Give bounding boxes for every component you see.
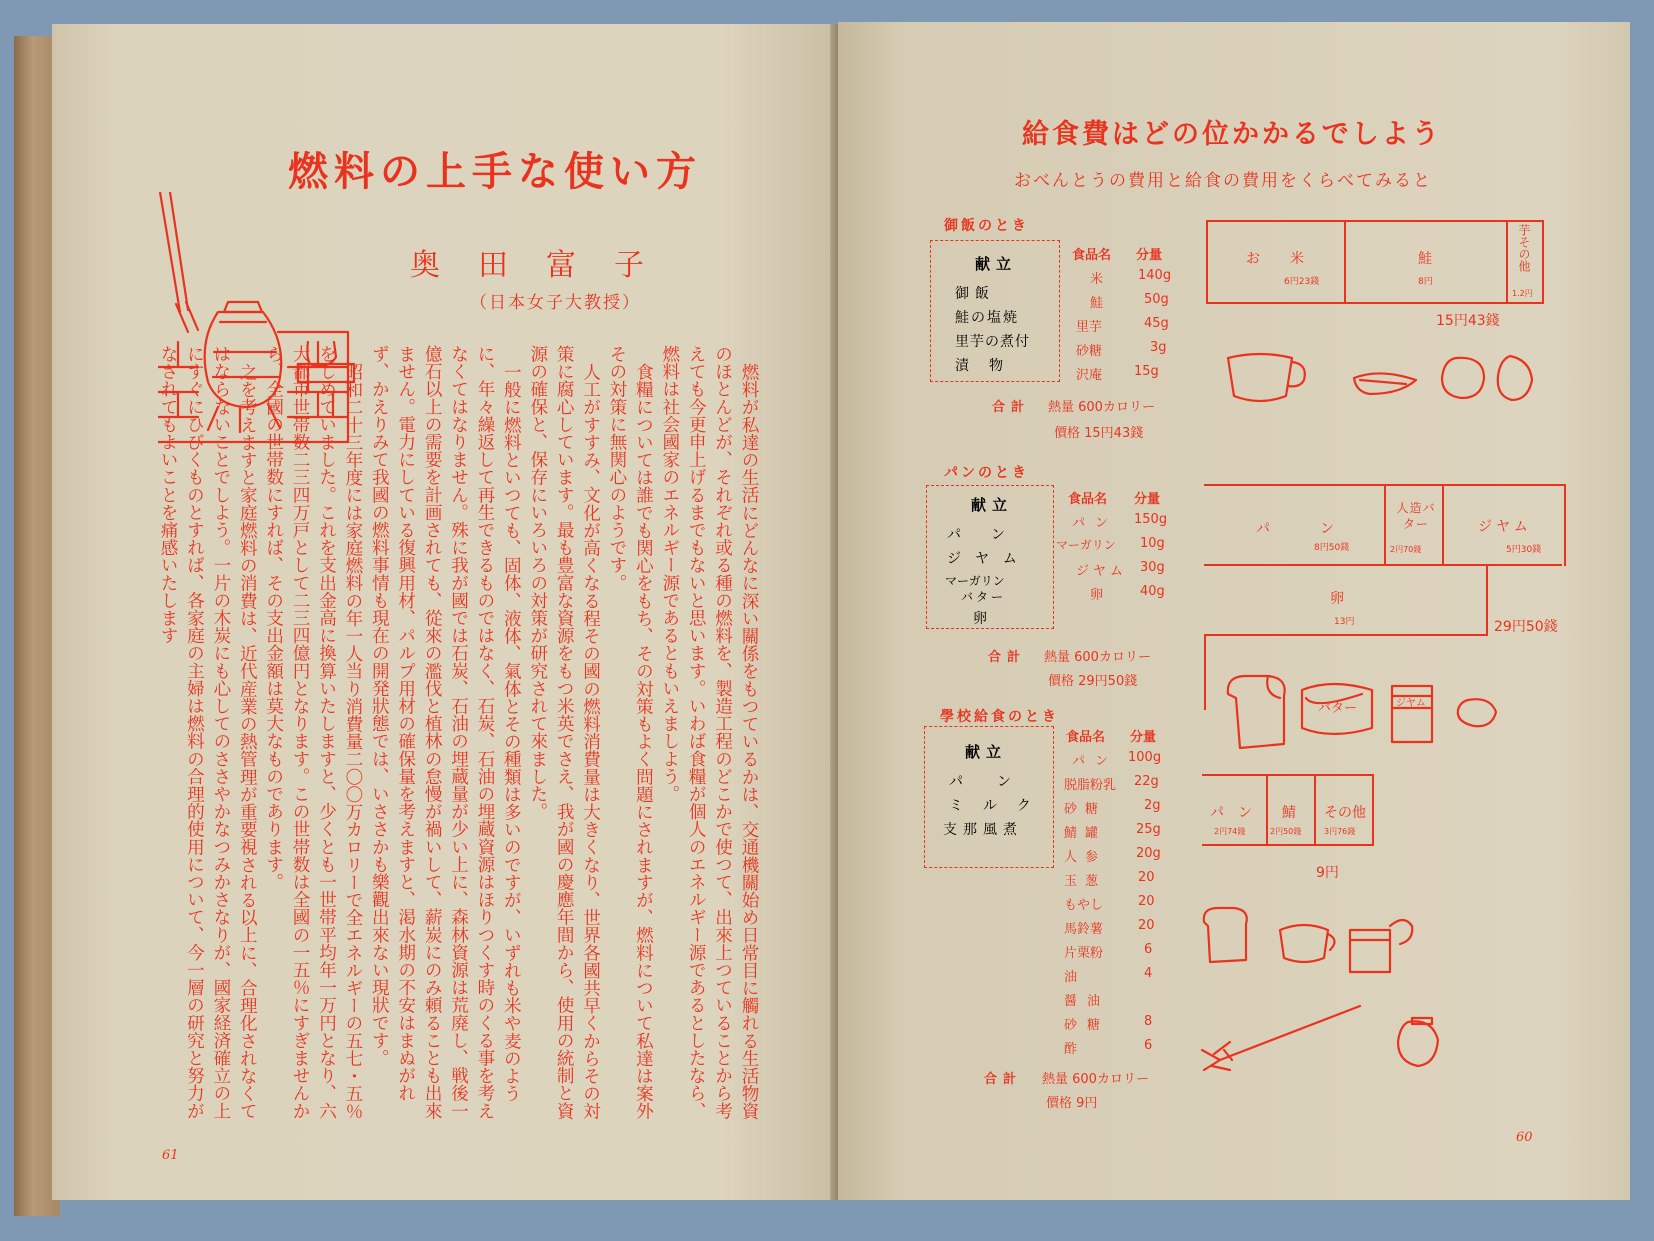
food-qty: 150g xyxy=(1134,512,1168,527)
bar-total: 9円 xyxy=(1316,865,1339,881)
table-header-qty: 分量 xyxy=(1134,492,1161,507)
food-qty: 20 xyxy=(1138,894,1155,909)
chart-title: 給食費はどの位かかるでしよう xyxy=(1022,119,1442,150)
food-qty: 20g xyxy=(1136,846,1161,861)
bar-connector xyxy=(1486,566,1488,636)
menu-item: 漬物 xyxy=(955,358,1023,374)
cost-bar-segment xyxy=(1268,776,1316,844)
cost-bar-segment xyxy=(1202,776,1268,844)
food-name: 人参 xyxy=(1064,850,1107,865)
cost-bar-segment xyxy=(1386,486,1444,566)
segment-label: 鮭 xyxy=(1418,251,1436,267)
total-calories: 熱量 600カロリー xyxy=(1048,400,1155,415)
food-name: 鯖罐 xyxy=(1064,826,1107,841)
segment-label: 芋その他 xyxy=(1517,224,1531,272)
section-heading-school: 學校給食のとき xyxy=(940,709,1059,725)
segment-price: 6円23錢 xyxy=(1284,277,1320,287)
food-qty: 45g xyxy=(1144,316,1169,331)
food-name: パン xyxy=(1072,516,1119,531)
author-name: 奥田富子 xyxy=(410,248,682,283)
page-number-left: 61 xyxy=(162,1148,179,1163)
food-name: 砂糖 xyxy=(1064,1018,1111,1033)
segment-label: パン xyxy=(1210,805,1266,821)
food-qty: 100g xyxy=(1128,750,1162,765)
food-qty: 15g xyxy=(1134,364,1159,379)
food-name: パン xyxy=(1072,754,1119,769)
menu-item: パン xyxy=(947,527,1035,543)
food-name: 片栗粉 xyxy=(1064,946,1104,961)
food-name: 砂糖 xyxy=(1064,802,1107,817)
table-header-qty: 分量 xyxy=(1130,730,1157,745)
cost-bar-segment xyxy=(1204,486,1386,566)
section-heading-bread: パンのとき xyxy=(944,465,1029,481)
article-paragraph: 一般に燃料といつても、固体、液体、氣体とその種類は多いのですが、いずれも米や麦のように、年々繰返して再生できるものではなく、石炭、石油の埋蔵資源はほりつくす時のくる事を考えなくてはなりません。殊に我が國では石炭、石油の埋蔵量が少い上に、森林資源は荒廃し、戦後一億石以上の需要を計画されても、從來の濫伐と植林の怠慢が禍いして、薪炭にのみ頼ることも出來ません。電力にしている復興用材、パルプ用材の確保量を考えますと、渇水期の不安はまぬがれず、かえりみて我國の燃料事情も現在の開発狀態では、いささかも樂觀出來ない現狀です。 xyxy=(369,345,522,1120)
article-paragraph: 之を考えますと家庭燃料の消費は、近代産業の熱管理が重要視される以上に、合理化されなくてはならないことでしよう。一片の木炭にも心してのささやかなつみかさなりが、國家経済確立の上にすぐにひびくものとすれば、各家庭の主婦は燃料の合理的使用について、今一層の研究と努力がなされてもよいことを痛感いたします xyxy=(158,345,258,1120)
article-paragraph: 食糧については誰でも関心をもち、その対策もよく問題にされますが、燃料について私達は案外その対策に無関心のようです。 xyxy=(606,345,654,1120)
segment-price: 3円76錢 xyxy=(1324,827,1356,836)
cost-bar-segment xyxy=(1346,222,1508,302)
menu-title: 献立 xyxy=(965,743,1008,761)
table-header-qty: 分量 xyxy=(1136,248,1163,263)
chart-subtitle: おべんとうの費用と給食の費用をくらべてみると xyxy=(1014,171,1432,191)
food-name: 砂糖 xyxy=(1076,344,1103,359)
menu-title: 献立 xyxy=(975,255,1018,273)
bar-connector xyxy=(1204,636,1206,710)
section-heading-rice: 御飯のとき xyxy=(944,218,1029,234)
food-qty: 22g xyxy=(1134,774,1159,789)
menu-box-school xyxy=(924,726,1054,868)
article-paragraph: 燃料が私達の生活にどんなに深い關係をもつているかは、交通機關始め日常目に觸れる生活物資のほとんどが、それぞれ或る種の燃料を、製造工程のどこかで使つて、出來上つていることから考えても今更申上げるまでもないと思います。いわば食糧が個人のエネルギー源であるとしたなら、燃料は社会國家のエネルギー源であるともいえましよう。 xyxy=(659,345,759,1120)
food-name: 鮭 xyxy=(1090,296,1104,311)
food-name: もやし xyxy=(1064,898,1104,913)
food-name: 脱脂粉乳 xyxy=(1064,778,1117,793)
page-number-right: 60 xyxy=(1516,1130,1533,1145)
food-name: 油 xyxy=(1064,970,1078,985)
bar-total: 15円43錢 xyxy=(1436,313,1500,329)
total-label: 合計 xyxy=(992,400,1031,415)
menu-item: 鮭の塩焼 xyxy=(955,310,1019,326)
rice-meal-illustration xyxy=(1220,350,1550,410)
menu-item: 支那風煮 xyxy=(943,822,1023,838)
food-name: 沢庵 xyxy=(1076,368,1103,383)
segment-label: パン xyxy=(1256,521,1384,537)
butter-label: バター xyxy=(1318,701,1358,716)
food-qty: 8 xyxy=(1144,1014,1153,1029)
segment-price: 2円50錢 xyxy=(1270,827,1302,836)
cost-bar-bread-egg xyxy=(1204,564,1488,636)
bar-total: 29円50錢 xyxy=(1494,619,1558,635)
menu-item: パン xyxy=(949,774,1045,790)
food-name: ジヤム xyxy=(1076,564,1127,579)
menu-box-rice xyxy=(930,240,1060,382)
article-paragraph: 人工がすすみ、文化が高くなる程その國の燃料消費量は大きくなり、世界各國共早くからその対策に腐心しています。最も豊富な資源をもつ米英でさえ、我が國の慶應年間から、使用の統制と資源の確保と、保存にいろいろの対策が研究されて來ました。 xyxy=(527,345,601,1120)
food-qty: 4 xyxy=(1144,966,1153,981)
cost-bar-school xyxy=(1202,774,1374,846)
food-qty: 2g xyxy=(1144,798,1161,813)
jam-label: ジヤム xyxy=(1396,698,1426,709)
segment-price: 1.2円 xyxy=(1512,289,1533,298)
article-body xyxy=(148,345,762,1125)
food-name: 醤油 xyxy=(1064,994,1111,1009)
food-qty: 50g xyxy=(1144,292,1169,307)
food-qty: 25g xyxy=(1136,822,1161,837)
menu-item: 卵 xyxy=(973,611,993,627)
segment-price: 2円74錢 xyxy=(1214,827,1246,836)
cost-bar-bread xyxy=(1204,484,1566,566)
food-qty: 3g xyxy=(1150,340,1167,355)
segment-price: 5円30錢 xyxy=(1506,545,1542,555)
segment-label: お米 xyxy=(1246,251,1334,267)
menu-item: 里芋の煮付 xyxy=(955,334,1030,350)
menu-item: ミルク xyxy=(949,798,1051,814)
food-name: 卵 xyxy=(1090,588,1104,603)
cost-bar-segment xyxy=(1316,776,1370,844)
total-price: 價格 9円 xyxy=(1046,1096,1098,1111)
segment-label: 人造バター xyxy=(1396,501,1436,531)
school-meal-illustration xyxy=(1200,900,1460,1080)
table-header-food: 食品名 xyxy=(1068,492,1108,507)
segment-label: その他 xyxy=(1324,805,1366,821)
total-price: 價格 29円50錢 xyxy=(1048,674,1138,689)
food-qty: 6 xyxy=(1144,942,1153,957)
segment-label: ジヤム xyxy=(1478,519,1532,535)
food-name: 酢 xyxy=(1064,1042,1078,1057)
table-header-food: 食品名 xyxy=(1072,248,1112,263)
segment-price: 8円50錢 xyxy=(1314,543,1350,553)
bread-meal-illustration xyxy=(1222,668,1512,754)
total-calories: 熱量 600カロリー xyxy=(1042,1072,1149,1087)
food-qty: 20 xyxy=(1138,918,1155,933)
food-qty: 10g xyxy=(1140,536,1165,551)
menu-item: マーガリン xyxy=(945,574,1005,588)
menu-item: バター xyxy=(961,590,1007,604)
total-label: 合計 xyxy=(988,650,1027,665)
article-paragraph: 昭和二十三年度には家庭燃料の年一人当り消費量二〇〇万カロリーで全エネルギーの五七・五％をしめていました。これを支出金高に換算いたしますと、少くとも一世帯平均年一万円となり、六大都市世帯数二三四万戸として二三四億円となります。この世帯数は全國の一五％にすぎませんから、全國の世帯数にすれば、その支出金額は莫大なものであります。 xyxy=(263,345,363,1120)
segment-price: 8円 xyxy=(1418,277,1433,287)
table-header-food: 食品名 xyxy=(1066,730,1106,745)
segment-label: 卵 xyxy=(1330,591,1348,607)
food-qty: 6 xyxy=(1144,1038,1153,1053)
menu-item: 御飯 xyxy=(955,286,995,302)
segment-price: 2円70錢 xyxy=(1390,545,1422,554)
food-name: 馬鈴薯 xyxy=(1064,922,1104,937)
food-name: マーガリン xyxy=(1056,538,1116,552)
menu-item: ジヤム xyxy=(947,551,1031,567)
food-name: 玉葱 xyxy=(1064,874,1107,889)
article-title: 燃料の上手な使い方 xyxy=(288,148,702,195)
cost-bar-segment xyxy=(1208,222,1346,302)
food-qty: 20 xyxy=(1138,870,1155,885)
menu-box-bread xyxy=(926,485,1054,629)
total-label: 合計 xyxy=(984,1072,1023,1087)
cost-bar-segment xyxy=(1508,222,1542,302)
total-calories: 熱量 600カロリー xyxy=(1044,650,1151,665)
food-qty: 140g xyxy=(1138,268,1172,283)
total-price: 價格 15円43錢 xyxy=(1054,426,1144,441)
food-qty: 40g xyxy=(1140,584,1165,599)
cost-bar-segment xyxy=(1444,486,1562,566)
food-name: 里芋 xyxy=(1076,320,1103,335)
segment-label: 鯖 xyxy=(1282,805,1300,821)
cost-bar-rice xyxy=(1206,220,1544,304)
food-name: 米 xyxy=(1090,272,1104,287)
author-affiliation: （日本女子大教授） xyxy=(470,293,641,313)
menu-title: 献立 xyxy=(971,496,1014,514)
segment-price: 13円 xyxy=(1334,617,1355,627)
food-qty: 30g xyxy=(1140,560,1165,575)
